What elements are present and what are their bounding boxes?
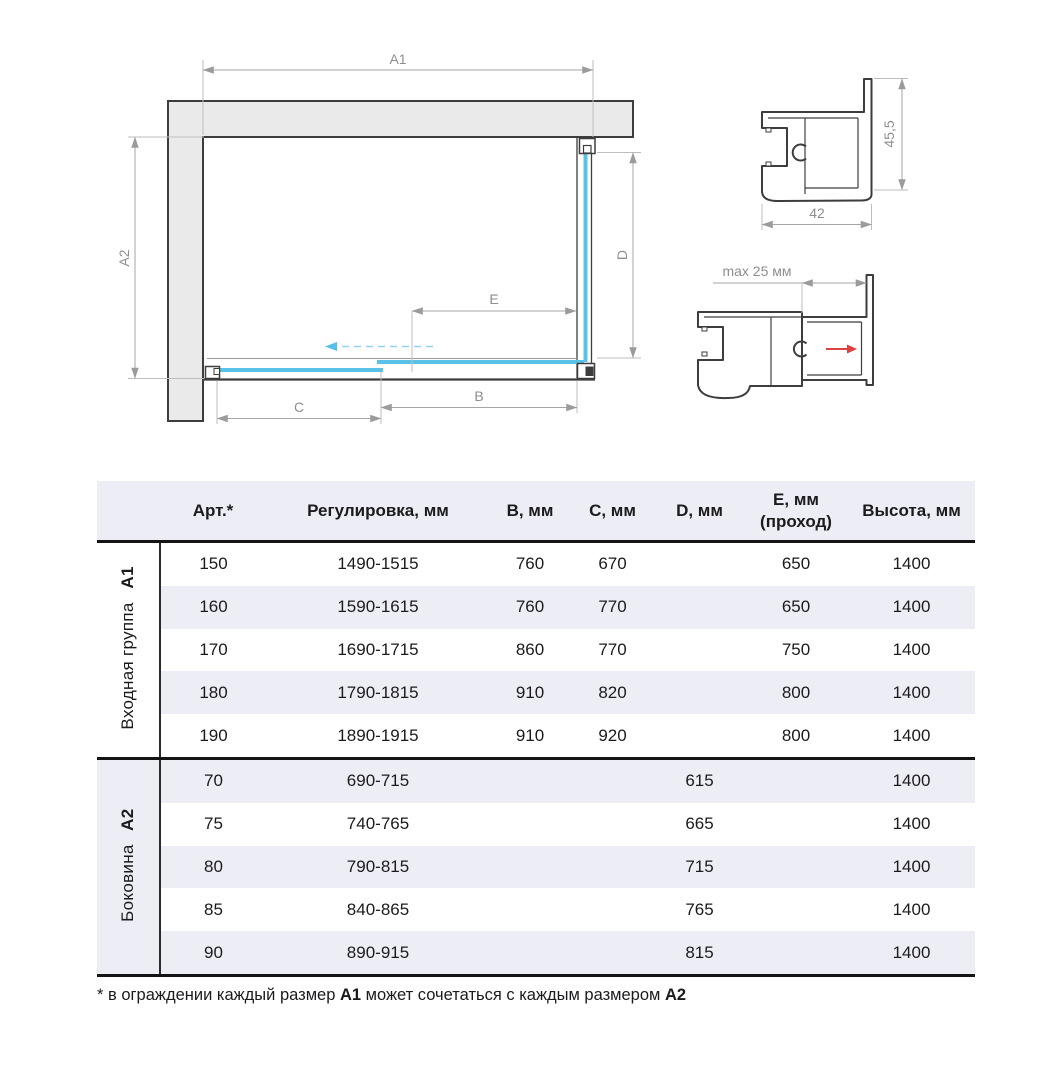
group-code: A2 (118, 807, 137, 830)
dim-d-label: D (614, 249, 630, 261)
cell-h: 1400 (892, 639, 931, 659)
table-row (97, 803, 975, 846)
profile-body-fixed-part (698, 312, 802, 398)
table-row (97, 671, 975, 714)
cell-reg: 690-715 (266, 758, 490, 802)
glass-fixed-panel (377, 360, 584, 364)
cell-h: 1400 (848, 931, 975, 975)
col-h: Высота, мм (848, 481, 975, 542)
cell-c: 670 (598, 554, 627, 574)
col-c: C, мм (570, 481, 655, 542)
cell-h: 1400 (848, 586, 975, 629)
cell-art: 70 (160, 758, 266, 802)
dim-e (412, 291, 576, 372)
plan-view (116, 51, 641, 424)
cell-d (655, 671, 744, 714)
cell-c (570, 931, 655, 975)
cell-reg: 790-815 (266, 846, 490, 889)
profile-adjustable-section (698, 263, 873, 398)
side-panel-floor-bracket (578, 364, 595, 379)
cell-reg: 1490-1515 (337, 554, 419, 574)
cell-b (490, 888, 570, 931)
cell-reg: 840-865 (346, 899, 410, 919)
footnote-code-a2: A2 (664, 986, 687, 1004)
cell-b: 910 (515, 725, 545, 745)
cell-h: 1400 (848, 846, 975, 889)
wall (168, 101, 633, 421)
cell-reg: 1890-1915 (337, 725, 419, 745)
cell-c (570, 803, 655, 846)
side-panel-top-bracket (580, 139, 596, 154)
corner-cell (97, 481, 160, 542)
cell-h: 1400 (892, 899, 931, 919)
cell-d: 815 (655, 931, 744, 975)
cell-b (490, 846, 570, 889)
cell-d (655, 629, 744, 672)
col-b: B, мм (490, 481, 570, 542)
cell-e (744, 888, 848, 931)
cell-b: 910 (490, 671, 570, 714)
footnote-code-a1: A1 (339, 986, 362, 1004)
cell-reg: 1690-1715 (337, 639, 419, 659)
door-wall-bracket (206, 367, 220, 379)
table-row (97, 758, 975, 802)
table-row (97, 542, 975, 586)
dim-d (597, 153, 641, 359)
group-code: A1 (118, 565, 137, 589)
dim-c-label: C (293, 399, 305, 415)
cell-c: 820 (570, 671, 655, 714)
cell-reg: 1590-1615 (266, 586, 490, 629)
header-row (97, 481, 975, 542)
col-d: D, мм (655, 481, 744, 542)
footnote (97, 986, 686, 1005)
col-art: Арт.* (160, 481, 266, 542)
group-side-a2 (97, 758, 975, 975)
cell-h: 1400 (848, 671, 975, 714)
cell-e: 650 (781, 554, 811, 574)
cell-h: 1400 (892, 814, 931, 834)
cell-reg: 740-765 (346, 814, 410, 834)
col-reg: Регулировка, мм (266, 481, 490, 542)
cell-reg: 890-915 (266, 931, 490, 975)
col-e-line2: (проход) (760, 511, 832, 531)
profile-corner-section (762, 79, 908, 231)
cell-h: 1400 (848, 758, 975, 802)
cell-h: 1400 (892, 725, 931, 745)
group-label-a2 (97, 758, 160, 975)
dim-455-label: 45,5 (881, 120, 897, 148)
cell-art: 160 (160, 586, 266, 629)
cell-d: 665 (685, 814, 714, 834)
table-row (97, 714, 975, 758)
col-e-line1: E, мм (773, 490, 819, 510)
group-entrance-a1 (97, 542, 975, 759)
cell-h: 1400 (892, 554, 931, 574)
cell-e (744, 931, 848, 975)
cell-e (744, 846, 848, 889)
table-header (97, 481, 975, 542)
group-name: Боковина (118, 843, 137, 922)
profile-body (762, 79, 872, 201)
cell-d (655, 714, 744, 758)
technical-drawing (0, 0, 1063, 475)
cell-art: 75 (204, 814, 223, 834)
cell-b: 860 (515, 639, 545, 659)
cell-c: 770 (598, 639, 627, 659)
cell-c: 920 (598, 725, 627, 745)
dim-42-label: 42 (809, 205, 825, 221)
door-slide-arrow (325, 342, 433, 351)
cell-d: 715 (655, 846, 744, 889)
table-row (97, 888, 975, 931)
group-name: Входная группа (118, 602, 137, 730)
cell-d (655, 586, 744, 629)
cell-b (490, 758, 570, 802)
dim-max25-label: max 25 мм (722, 263, 792, 279)
group-label-a1 (97, 542, 160, 759)
cell-b: 760 (515, 554, 545, 574)
spec-table-wrap (97, 481, 975, 977)
dim-c (217, 381, 381, 424)
cell-c (570, 846, 655, 889)
dim-max25 (713, 263, 867, 313)
cell-d: 765 (685, 899, 714, 919)
glass-side-panel (584, 153, 588, 362)
profile-extension-part (802, 275, 873, 385)
cell-art: 190 (199, 725, 228, 745)
cell-b: 760 (490, 586, 570, 629)
glass-door-panel (217, 368, 383, 372)
cell-art: 90 (160, 931, 266, 975)
cell-b (490, 931, 570, 975)
cell-c (570, 888, 655, 931)
col-e (744, 481, 848, 542)
cell-e: 750 (781, 639, 811, 659)
dim-a1-label: A1 (389, 51, 407, 67)
dim-e-label: E (489, 291, 499, 307)
cell-e: 650 (744, 586, 848, 629)
cell-e (744, 758, 848, 802)
cell-art: 150 (199, 554, 228, 574)
spec-table (97, 481, 975, 977)
cell-d: 615 (655, 758, 744, 802)
cell-e: 800 (781, 725, 811, 745)
table-row (97, 586, 975, 629)
dim-455 (874, 79, 908, 191)
dim-42 (762, 204, 872, 230)
table-row (97, 846, 975, 889)
dim-a2-label: A2 (116, 249, 132, 267)
cell-art: 85 (204, 899, 223, 919)
cell-art: 180 (160, 671, 266, 714)
cell-e: 800 (744, 671, 848, 714)
cell-reg: 1790-1815 (266, 671, 490, 714)
cell-art: 80 (160, 846, 266, 889)
cell-art: 170 (199, 639, 228, 659)
cell-d (655, 542, 744, 586)
cell-e (744, 803, 848, 846)
footnote-text: может сочетаться с каждым размером (361, 986, 665, 1004)
cell-c: 770 (570, 586, 655, 629)
cell-b (490, 803, 570, 846)
footnote-text: * в ограждении каждый размер (97, 986, 340, 1004)
table-row (97, 931, 975, 975)
dim-b-label: B (474, 388, 484, 404)
table-row (97, 629, 975, 672)
cell-c (570, 758, 655, 802)
